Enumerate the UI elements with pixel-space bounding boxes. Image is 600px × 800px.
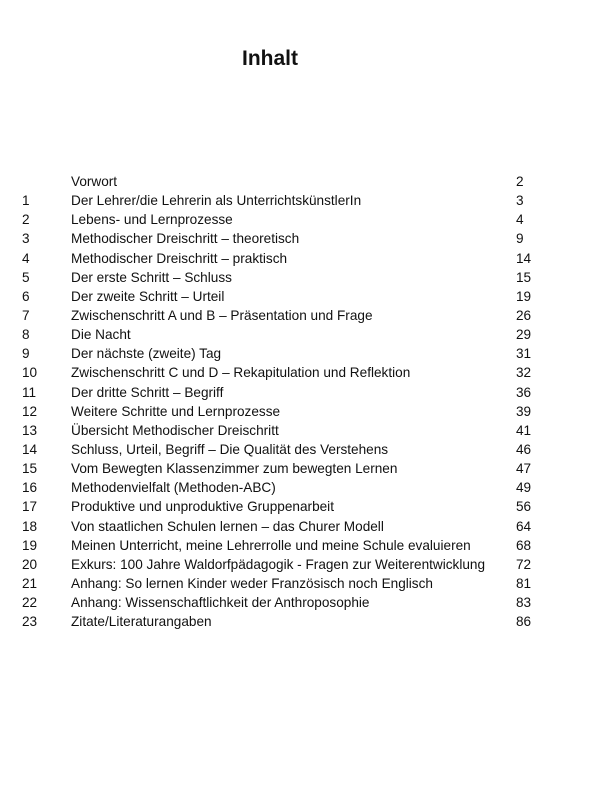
toc-entry-title: Vorwort xyxy=(71,174,118,189)
toc-entry-number: 11 xyxy=(22,384,37,400)
toc-entry-number: 16 xyxy=(22,480,38,496)
toc-entry-title: Der dritte Schritt – Begriff xyxy=(71,384,224,400)
toc-entry xyxy=(0,536,600,555)
toc-entry-page-number: 31 xyxy=(516,346,532,362)
toc-entry xyxy=(0,478,600,497)
toc-entry xyxy=(0,421,600,440)
toc-entry xyxy=(0,191,600,210)
toc-entry xyxy=(0,249,600,268)
toc-entry-page-number: 56 xyxy=(516,499,532,515)
toc-entry xyxy=(0,325,600,344)
toc-entry-page-number: 86 xyxy=(516,614,532,630)
toc-entry xyxy=(0,593,600,612)
toc-entry-title: Weitere Schritte und Lernprozesse xyxy=(71,403,281,419)
toc-entry xyxy=(0,440,600,459)
toc-entry-number: 10 xyxy=(22,365,38,381)
toc-entry-page-number: 81 xyxy=(516,575,532,591)
toc-entry-page-number: 32 xyxy=(516,365,532,381)
toc-entry-number: 15 xyxy=(22,461,38,477)
toc-entry-number: 23 xyxy=(22,614,38,630)
toc-entry-number: 18 xyxy=(22,518,38,534)
toc-entry-page-number: 19 xyxy=(516,288,532,304)
toc-entry-title: Anhang: So lernen Kinder weder Französisch noch Englisch xyxy=(71,575,433,591)
toc-entry xyxy=(0,517,600,536)
toc-entry xyxy=(0,555,600,574)
toc-entry-page-number: 29 xyxy=(516,327,532,343)
toc-entry-page-number: 36 xyxy=(516,384,532,400)
toc-entry xyxy=(0,497,600,516)
toc-entry xyxy=(0,229,600,248)
toc-entry-page-number: 72 xyxy=(516,556,532,572)
toc-entry-number: 4 xyxy=(22,250,30,266)
toc-entry-title: Der zweite Schritt – Urteil xyxy=(71,288,225,304)
toc-entry-page-number: 46 xyxy=(516,441,532,457)
toc-entry-title: Methodenvielfalt (Methoden-ABC) xyxy=(71,480,276,496)
toc-entry xyxy=(0,383,600,402)
toc-entry xyxy=(0,172,600,191)
toc-entry-title: Schluss, Urteil, Begriff – Die Qualität des Verstehens xyxy=(71,441,389,457)
toc-entry-number: 8 xyxy=(22,327,30,343)
toc-entry-title: Meinen Unterricht, meine Lehrerrolle und meine Schule evaluieren xyxy=(71,537,471,553)
toc-entry-title: Methodischer Dreischritt – theoretisch xyxy=(71,231,300,247)
toc-entry-number: 19 xyxy=(22,537,38,553)
toc-entry-title: Übersicht Methodischer Dreischritt xyxy=(71,422,279,438)
toc-entry-number: 12 xyxy=(22,403,38,419)
toc-entry-title: Der erste Schritt – Schluss xyxy=(71,269,232,285)
toc-entry-title: Exkurs: 100 Jahre Waldorfpädagogik - Fragen zur Weiterentwicklung xyxy=(71,556,486,572)
toc-entry xyxy=(0,459,600,478)
toc-entry-title: Anhang: Wissenschaftlichkeit der Anthroposophie xyxy=(71,595,370,611)
toc-entry-number: 22 xyxy=(22,595,38,611)
toc-entry-page-number: 41 xyxy=(516,422,532,438)
toc-entry-title: Vom Bewegten Klassenzimmer zum bewegten Lernen xyxy=(71,461,398,477)
toc-entry-number: 17 xyxy=(22,499,38,515)
page-title: Inhalt xyxy=(242,47,298,70)
toc-entry xyxy=(0,306,600,325)
toc-entry-number: 13 xyxy=(22,422,38,438)
toc-entry xyxy=(0,402,600,421)
toc-entry-title: Zwischenschritt C und D – Rekapitulation und Reflektion xyxy=(71,365,411,381)
toc-entry xyxy=(0,344,600,363)
toc-entry-number: 21 xyxy=(22,575,38,591)
toc-entry-number: 7 xyxy=(22,307,30,323)
toc-entry xyxy=(0,363,600,382)
toc-entry xyxy=(0,210,600,229)
toc-entry xyxy=(0,612,600,631)
table-of-contents xyxy=(0,172,600,631)
toc-entry-title: Methodischer Dreischritt – praktisch xyxy=(71,250,288,266)
toc-entry-page-number: 68 xyxy=(516,537,532,553)
toc-entry-page-number: 49 xyxy=(516,480,532,496)
toc-entry-page-number: 15 xyxy=(516,269,532,285)
toc-entry-number: 14 xyxy=(22,441,38,457)
toc-entry xyxy=(0,287,600,306)
toc-entry-title: Lebens- und Lernprozesse xyxy=(71,212,233,228)
toc-entry-title: Produktive und unproduktive Gruppenarbeit xyxy=(71,499,334,515)
toc-entry-number: 6 xyxy=(22,288,30,304)
toc-entry-title: Zitate/Literaturangaben xyxy=(71,614,212,630)
toc-entry xyxy=(0,268,600,287)
toc-entry-page-number: 4 xyxy=(516,212,524,228)
toc-entry-number: 20 xyxy=(22,556,38,572)
toc-entry-page-number: 9 xyxy=(516,231,524,247)
toc-entry-title: Der Lehrer/die Lehrerin als UnterrichtskünstlerIn xyxy=(71,193,362,209)
toc-entry-title: Die Nacht xyxy=(71,327,131,343)
toc-entry-page-number: 14 xyxy=(516,250,532,266)
toc-entry xyxy=(0,574,600,593)
toc-entry-title: Zwischenschritt A und B – Präsentation und Frage xyxy=(71,307,373,323)
toc-entry-page-number: 83 xyxy=(516,595,532,611)
toc-entry-number: 3 xyxy=(22,231,30,247)
toc-entry-page-number: 47 xyxy=(516,461,532,477)
toc-entry-title: Von staatlichen Schulen lernen – das Churer Modell xyxy=(71,518,384,534)
toc-entry-number: 5 xyxy=(22,269,30,285)
toc-entry-title: Der nächste (zweite) Tag xyxy=(71,346,222,362)
toc-entry-page-number: 39 xyxy=(516,403,532,419)
toc-entry-number: 2 xyxy=(22,212,30,228)
toc-entry-page-number: 3 xyxy=(516,193,524,209)
toc-entry-page-number: 26 xyxy=(516,307,532,323)
toc-entry-page-number: 2 xyxy=(516,174,524,189)
toc-entry-page-number: 64 xyxy=(516,518,532,534)
toc-entry-number: 1 xyxy=(22,193,30,209)
toc-entry-number: 9 xyxy=(22,346,30,362)
